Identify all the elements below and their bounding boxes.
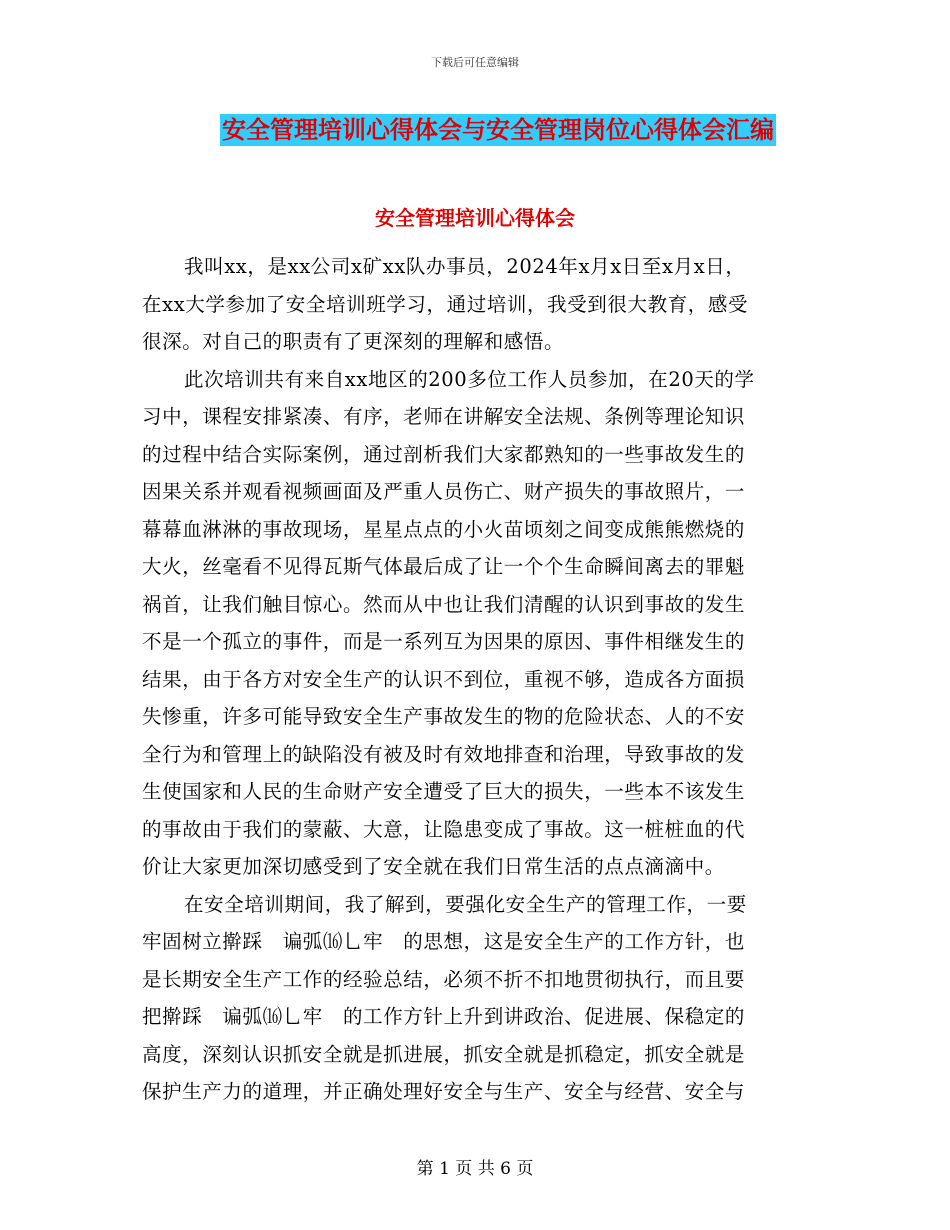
paragraph-line: 结果，由于各方对安全生产的认识不到位，重视不够，造成各方面损	[142, 667, 746, 691]
paragraph-line: 幕幕血淋淋的事故现场，星星点点的小火苗顷刻之间变成熊熊燃烧的	[142, 517, 746, 541]
page-footer: 第 1 页 共 6 页	[416, 1159, 534, 1179]
paragraph-line: 全行为和管理上的缺陷没有被及时有效地排查和治理，导致事故的发	[142, 742, 746, 766]
paragraph-line: 大火，丝毫看不见得瓦斯气体最后成了让一个个生命瞬间离去的罪魁	[142, 555, 746, 578]
paragraph-line: 把擀踩 谝弧⒃乚牢 的工作方针上升到讲政治、促进展、保稳定的	[142, 1005, 746, 1028]
paragraph-line: 价让大家更加深切感受到了安全就在我们日常生活的点点滴滴中。	[142, 855, 725, 878]
paragraph-line: 祸首，让我们触目惊心。然而从中也让我们清醒的认识到事故的发生	[142, 592, 746, 616]
section-title: 安全管理培训心得体会	[375, 206, 575, 230]
paragraph-line: 高度，深刻认识抓安全就是抓进展，抓安全就是抓稳定，抓安全就是	[142, 1042, 746, 1066]
paragraph-line: 的事故由于我们的蒙蔽、大意，让隐患变成了事故。这一桩桩血的代	[142, 817, 746, 841]
paragraph-line: 因果关系并观看视频画面及严重人员伤亡、财产损失的事故照片，一	[142, 480, 746, 503]
paragraph-line: 的过程中结合实际案例，通过剖析我们大家都熟知的一些事故发生的	[142, 442, 746, 466]
paragraph-line: 习中，课程安排紧凑、有序，老师在讲解安全法规、条例等理论知识	[142, 405, 746, 428]
paragraph-line: 不是一个孤立的事件，而是一系列互为因果的原因、事件相继发生的	[142, 630, 746, 653]
paragraph-line: 是长期安全生产工作的经验总结，必须不折不扣地贯彻执行，而且要	[142, 967, 746, 991]
paragraph-line: 生使国家和人民的生命财产安全遭受了巨大的损失，一些本不该发生	[142, 780, 746, 803]
paragraph-line: 我叫xx，是xx公司x矿xx队办事员，2024年x月x日至x月x日，	[184, 255, 746, 278]
paragraph-line: 失惨重，许多可能导致安全生产事故发生的物的危险状态、人的不安	[142, 705, 746, 728]
paragraph-line: 在安全培训期间，我了解到，要强化安全生产的管理工作，一要	[184, 892, 747, 916]
paragraph-line: 此次培训共有来自xx地区的200多位工作人员参加，在20天的学	[184, 367, 755, 391]
paragraph-line: 保护生产力的道理，并正确处理好安全与生产、安全与经营、安全与	[142, 1080, 746, 1103]
body-text	[142, 248, 812, 1111]
document-title-wrapper	[0, 114, 950, 146]
paragraph-line: 牢固树立擀踩 谝弧⒃乚牢 的思想，这是安全生产的工作方针，也	[142, 930, 746, 953]
paragraph-line: 很深。对自己的职责有了更深刻的理解和感悟。	[142, 330, 565, 353]
header-note: 下载后可任意编辑	[431, 56, 519, 69]
paragraph-line: 在xx大学参加了安全培训班学习，通过培训，我受到很大教育，感受	[142, 292, 749, 316]
document-title: 安全管理培训心得体会与安全管理岗位心得体会汇编	[222, 116, 774, 144]
